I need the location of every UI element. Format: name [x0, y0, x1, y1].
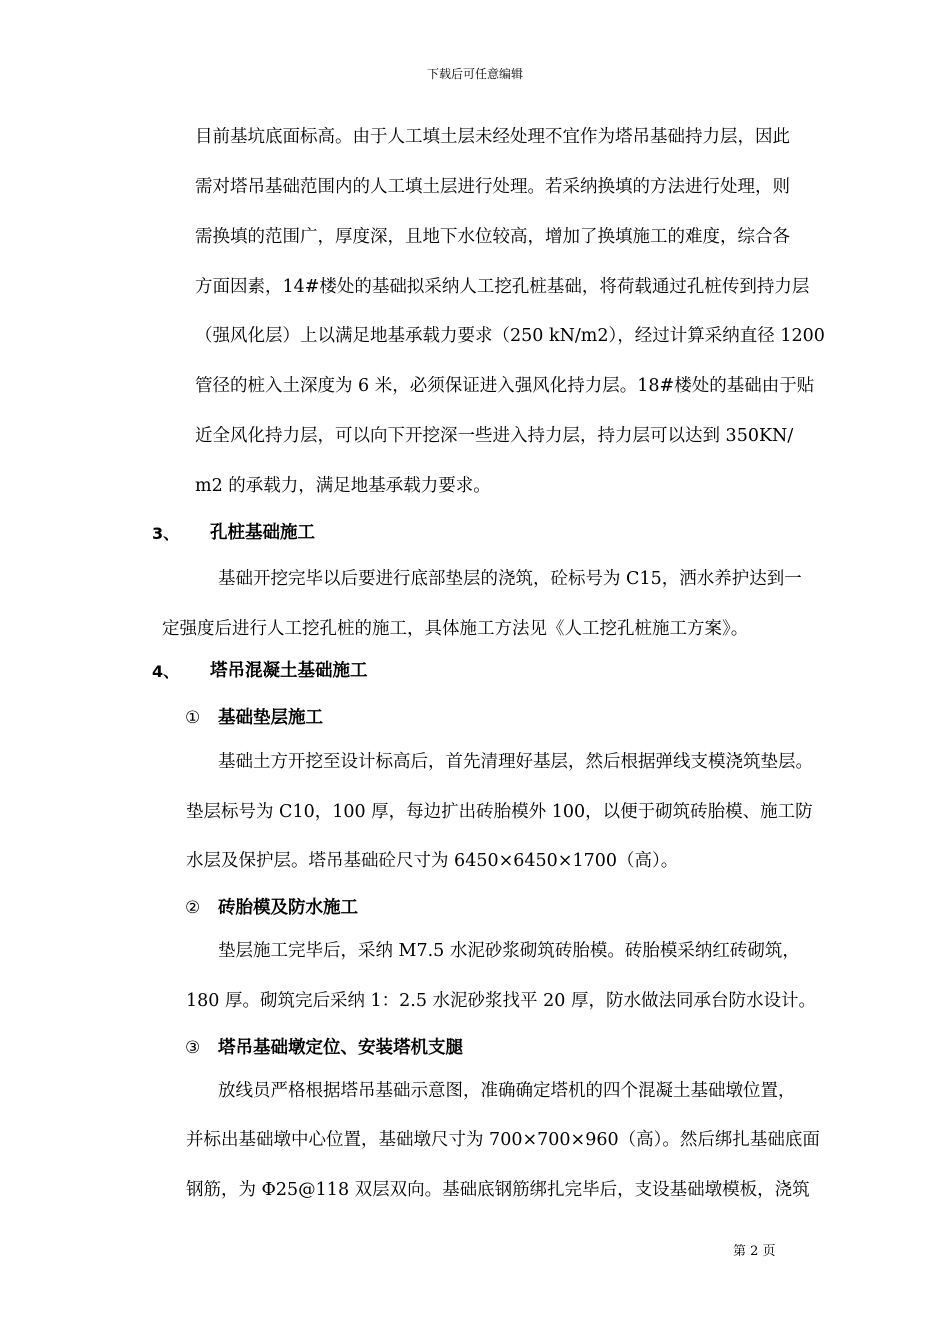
paragraph-line: 垫层施工完毕后，采纳 M7.5 水泥砂浆砌筑砖胎模。砖胎模采纳红砖砌筑， [218, 941, 800, 961]
paragraph-line: 放线员严格根据塔吊基础示意图，准确确定塔机的四个混凝土基础墩位置， [218, 1081, 796, 1101]
paragraph-line: 近全风化持力层，可以向下开挖深一些进入持力层，持力层可以达到 350KN/ [195, 426, 794, 446]
paragraph-line: m2 的承载力，满足地基承载力要求。 [195, 476, 491, 496]
section-heading: 孔桩基础施工 [210, 523, 315, 543]
list-marker: ③ [185, 1038, 201, 1058]
paragraph-line: 方面因素，14#楼处的基础拟采纳人工挖孔桩基础，将荷载通过孔桩传到持力层 [195, 277, 810, 297]
paragraph-line: （强风化层）上以满足地基承载力要求（250 kN/m2），经过计算采纳直径 1200 [195, 326, 825, 346]
list-marker: ② [185, 898, 201, 918]
paragraph-line: 管径的桩入土深度为 6 米，必须保证进入强风化持力层。18#楼处的基础由于贴 [195, 376, 815, 396]
paragraph-line: 水层及保护层。塔吊基础砼尺寸为 6450×6450×1700（高）。 [186, 851, 679, 871]
paragraph-line: 钢筋，为 Φ25@118 双层双向。基础底钢筋绑扎完毕后，支设基础墩模板，浇筑 [186, 1180, 810, 1200]
paragraph-line: 需换填的范围广，厚度深，且地下水位较高，增加了换填施工的难度，综合各 [195, 227, 790, 247]
paragraph-line: 基础开挖完毕以后要进行底部垫层的浇筑，砼标号为 C15，洒水养护达到一 [218, 569, 802, 589]
page-number: 第 2 页 [733, 1244, 776, 1259]
paragraph-line: 并标出基础墩中心位置，基础墩尺寸为 700×700×960（高）。然后绑扎基础底面 [186, 1130, 820, 1150]
paragraph-line: 目前基坑底面标高。由于人工填土层未经处理不宜作为塔吊基础持力层，因此 [195, 127, 790, 147]
section-number: 4、 [152, 662, 180, 681]
paragraph-line: 定强度后进行人工挖孔桩的施工，具体施工方法见《人工挖孔桩施工方案》。 [162, 619, 749, 639]
paragraph-line: 基础土方开挖至设计标高后，首先清理好基层，然后根据弹线支模浇筑垫层。 [218, 752, 813, 772]
section-heading: 塔吊混凝土基础施工 [210, 661, 368, 681]
paragraph-line: 垫层标号为 C10，100 厚，每边扩出砖胎模外 100，以便于砌筑砖胎模、施工防 [186, 802, 813, 822]
subsection-heading: 基础垫层施工 [218, 708, 323, 728]
paragraph-line: 需对塔吊基础范围内的人工填土层进行处理。若采纳换填的方法进行处理，则 [195, 177, 790, 197]
subsection-heading: 砖胎模及防水施工 [218, 898, 358, 918]
paragraph-line: 180 厚。砌筑完后采纳 1：2.5 水泥砂浆找平 20 厚，防水做法同承台防水设计。 [186, 991, 816, 1011]
section-number: 3、 [152, 524, 180, 543]
page-header: 下载后可任意编辑 [426, 67, 523, 81]
list-marker: ① [185, 708, 201, 728]
subsection-heading: 塔吊基础墩定位、安装塔机支腿 [218, 1038, 463, 1058]
